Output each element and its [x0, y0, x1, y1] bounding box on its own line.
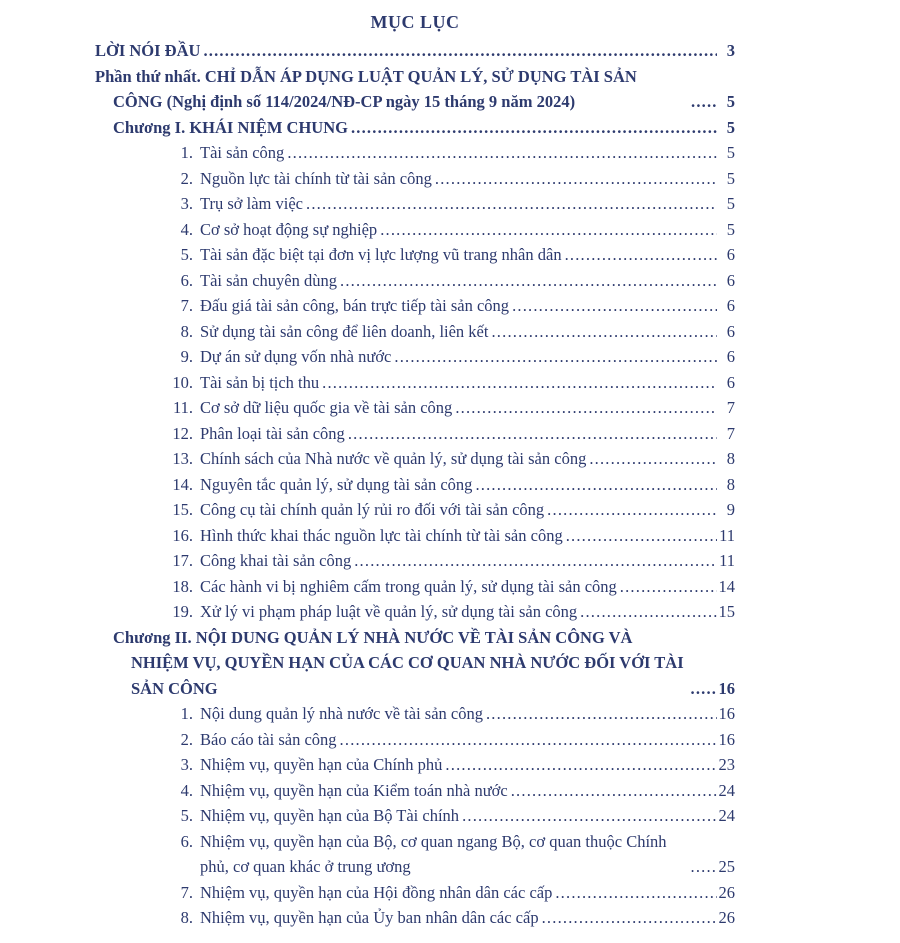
toc-leader-dots [491, 319, 717, 345]
toc-leader-dots [351, 115, 717, 141]
toc-entry-page: 5 [726, 117, 735, 137]
toc-entry [95, 421, 735, 447]
toc-entry [95, 242, 735, 268]
toc-entry-label: Nhiệm vụ, quyền hạn của Chính phủ [200, 755, 443, 774]
toc-leader-dots [340, 727, 717, 753]
toc-entry-label: Các hành vi bị nghiêm cấm trong quản lý, sử dụng tài sản công [200, 576, 617, 596]
toc-entry [95, 293, 735, 319]
toc-entry-number: 5. [180, 245, 193, 264]
toc-entry-number: 2. [180, 168, 193, 188]
toc-entry [95, 905, 735, 931]
toc-entry-label: Nguồn lực tài chính từ tài sản công [200, 168, 432, 188]
toc-entry-page: 6 [726, 270, 735, 290]
toc-entry-number: 1. [180, 143, 193, 162]
toc-entry-label: Tài sản bị tịch thu [200, 372, 320, 392]
toc-entry-page: 11 [719, 525, 735, 545]
toc-entry-page: 9 [726, 500, 735, 519]
toc-entry-page: 5 [726, 194, 735, 213]
toc-entry-label: Công cụ tài chính quản lý rủi ro đối với tài sản công [200, 500, 545, 519]
toc-leader-dots [512, 293, 717, 319]
toc-leader-dots [394, 344, 717, 370]
toc-entry-page: 16 [718, 678, 735, 698]
toc-leader-dots [354, 548, 717, 574]
toc-entry-label: Tài sản công [200, 143, 285, 162]
toc-entry-number: 6. [180, 831, 193, 851]
toc-leader-dots [340, 268, 717, 294]
toc-entry-number: 6. [180, 270, 193, 290]
toc-entry [95, 803, 735, 829]
toc-entry-page: 5 [726, 92, 735, 111]
toc-leader-dots [511, 778, 717, 804]
toc-entry-page: 8 [726, 449, 735, 468]
toc-entry [95, 370, 735, 396]
toc-entry [95, 191, 735, 217]
toc-leader-dots [348, 421, 717, 447]
toc-entry-label: Nội dung quản lý nhà nước về tài sản công [200, 704, 483, 723]
toc-entry-number: 8. [180, 321, 193, 341]
toc-entry-label: LỜI NÓI ĐẦU [95, 41, 201, 60]
toc-entry [95, 599, 735, 625]
toc-leader-dots [555, 880, 716, 906]
toc-leader-dots [691, 854, 717, 880]
toc-entry [95, 752, 735, 778]
toc-entry-page: 25 [718, 857, 735, 876]
toc-leader-dots [620, 574, 717, 600]
toc-entry-label: Cơ sở hoạt động sự nghiệp [200, 219, 378, 239]
toc-leader-dots [565, 242, 717, 268]
toc-entry-number: 2. [180, 729, 193, 749]
toc-entry-number: 15. [172, 500, 193, 519]
toc-entry [95, 344, 735, 370]
toc-entry-label: Tài sản chuyên dùng [200, 270, 338, 290]
toc-entry [95, 548, 735, 574]
toc-entry-page: 26 [718, 882, 735, 902]
toc-entry [95, 523, 735, 549]
toc-entry-label: Trụ sở làm việc [200, 194, 303, 213]
toc-entry-page: 11 [719, 551, 735, 570]
toc-leader-dots [547, 497, 717, 523]
toc-entry [95, 140, 735, 166]
toc-entry-number: 3. [180, 194, 193, 213]
toc-entry-number: 9. [180, 347, 193, 366]
toc-leader-dots [475, 472, 717, 498]
toc-entry-label: Sử dụng tài sản công để liên doanh, liên kết [200, 321, 489, 341]
toc-entry [95, 574, 735, 600]
toc-leader-dots [691, 89, 717, 115]
toc-entry-number: 13. [172, 449, 193, 468]
toc-entry-number: 12. [172, 423, 193, 443]
toc-entry [95, 166, 735, 192]
toc-entry-number: 16. [172, 525, 193, 545]
toc-entry-page: 6 [726, 372, 735, 392]
toc-leader-dots [580, 599, 716, 625]
toc-entry-page: 26 [718, 908, 735, 927]
toc-entry-page: 6 [726, 321, 735, 341]
toc-leader-dots [380, 217, 717, 243]
toc-entry-label: Công khai tài sản công [200, 551, 352, 570]
toc-entry-page: 15 [718, 602, 735, 621]
toc-leader-dots [455, 395, 717, 421]
toc-entry-page: 14 [718, 576, 735, 596]
toc-entry-page: 3 [726, 41, 735, 60]
toc-entry [95, 625, 735, 702]
toc-leader-dots [203, 38, 717, 64]
toc-leader-dots [486, 701, 717, 727]
toc-leader-dots [287, 140, 717, 166]
toc-entry-page: 5 [726, 168, 735, 188]
toc-entry [95, 446, 735, 472]
page-title: MỤC LỤC [370, 12, 460, 32]
toc-entry [95, 829, 735, 880]
toc-entry [95, 268, 735, 294]
toc-leader-dots [691, 676, 717, 702]
toc-entry [95, 727, 735, 753]
toc-entry-number: 10. [172, 372, 193, 392]
toc-entry [95, 497, 735, 523]
toc-entry [95, 319, 735, 345]
toc-entry-label: Nhiệm vụ, quyền hạn của Hội đồng nhân dân các cấp [200, 882, 553, 902]
toc-entry-label: Nguyên tắc quản lý, sử dụng tài sản công [200, 474, 473, 494]
toc-entry-label: Đấu giá tài sản công, bán trực tiếp tài sản công [200, 296, 510, 315]
toc-entry-label: Cơ sở dữ liệu quốc gia về tài sản công [200, 398, 453, 417]
toc-entry-number: 7. [180, 296, 193, 315]
toc-entry [95, 217, 735, 243]
toc-entry-label: Chương I. KHÁI NIỆM CHUNG [113, 117, 348, 137]
toc-entry-label: Nhiệm vụ, quyền hạn của Kiểm toán nhà nước [200, 780, 508, 800]
toc-entry-label: Phân loại tài sản công [200, 423, 345, 443]
toc-entry-number: 17. [172, 551, 193, 570]
toc-leader-dots [322, 370, 717, 396]
toc-entry-label: Chính sách của Nhà nước về quản lý, sử dụng tài sản công [200, 449, 587, 468]
toc-entry [95, 701, 735, 727]
toc-entry-number: 4. [180, 780, 193, 800]
toc-entry [95, 38, 735, 64]
toc-entry-number: 3. [180, 755, 193, 774]
toc-entry-page: 16 [718, 704, 735, 723]
toc-entry [95, 395, 735, 421]
toc-leader-dots [445, 752, 716, 778]
toc-entry-page: 8 [726, 474, 735, 494]
toc-entry-page: 24 [718, 806, 735, 825]
toc-entry-label: Chương II. NỘI DUNG QUẢN LÝ NHÀ NƯỚC VỀ TÀI SẢN CÔNG VÀ NHIỆM VỤ, QUYỀN HẠN CỦA CÁC CƠ QUAN NHÀ NƯỚC ĐỐI VỚI TÀI SẢN CÔNG [113, 627, 684, 698]
toc-leader-dots [435, 166, 717, 192]
toc-entry-page: 7 [726, 398, 735, 417]
toc-entry-label: Dự án sử dụng vốn nhà nước [200, 347, 392, 366]
toc-entry-page: 6 [726, 296, 735, 315]
toc-entry-number: 7. [180, 882, 193, 902]
toc-entry-number: 8. [180, 908, 193, 927]
toc-entry-number: 11. [172, 398, 193, 417]
toc-entry-page: 5 [726, 219, 735, 239]
toc-entry-page: 23 [718, 755, 735, 774]
toc-leader-dots [589, 446, 717, 472]
toc-entry-label: Tài sản đặc biệt tại đơn vị lực lượng vũ trang nhân dân [200, 245, 562, 264]
toc-entry [95, 115, 735, 141]
toc-entry-page: 6 [726, 245, 735, 264]
toc-entry [95, 64, 735, 115]
toc-entry-label: Hình thức khai thác nguồn lực tài chính từ tài sản công [200, 525, 563, 545]
toc-list [95, 38, 735, 931]
toc-entry-label: Nhiệm vụ, quyền hạn của Ủy ban nhân dân các cấp [200, 908, 539, 927]
toc-entry-number: 19. [172, 602, 193, 621]
toc-entry-label: Nhiệm vụ, quyền hạn của Bộ, cơ quan ngang Bộ, cơ quan thuộc Chính phủ, cơ quan khác ở trung ương [200, 831, 667, 876]
toc-entry-number: 14. [172, 474, 193, 494]
toc-leader-dots [566, 523, 717, 549]
toc-entry-label: Báo cáo tài sản công [200, 729, 337, 749]
toc-entry-page: 24 [718, 780, 735, 800]
toc-entry-number: 5. [180, 806, 193, 825]
toc-entry [95, 880, 735, 906]
toc-entry-page: 5 [726, 143, 735, 162]
toc-leader-dots [542, 905, 717, 931]
toc-entry-number: 18. [172, 576, 193, 596]
toc-entry-number: 4. [180, 219, 193, 239]
toc-entry-label: Nhiệm vụ, quyền hạn của Bộ Tài chính [200, 806, 460, 825]
toc-entry-page: 16 [718, 729, 735, 749]
toc-leader-dots [306, 191, 717, 217]
toc-entry-page: 6 [726, 347, 735, 366]
toc-leader-dots [462, 803, 716, 829]
toc-entry-label: Xử lý vi phạm pháp luật về quản lý, sử dụng tài sản công [200, 602, 578, 621]
toc-entry-label: Phần thứ nhất. CHỈ DẪN ÁP DỤNG LUẬT QUẢN LÝ, SỬ DỤNG TÀI SẢN CÔNG (Nghị định số 114/2024/NĐ-CP ngày 15 tháng 9 năm 2024) [95, 66, 637, 111]
toc-entry [95, 778, 735, 804]
toc-entry-number: 1. [180, 704, 193, 723]
toc-entry-page: 7 [726, 423, 735, 443]
toc-entry [95, 472, 735, 498]
